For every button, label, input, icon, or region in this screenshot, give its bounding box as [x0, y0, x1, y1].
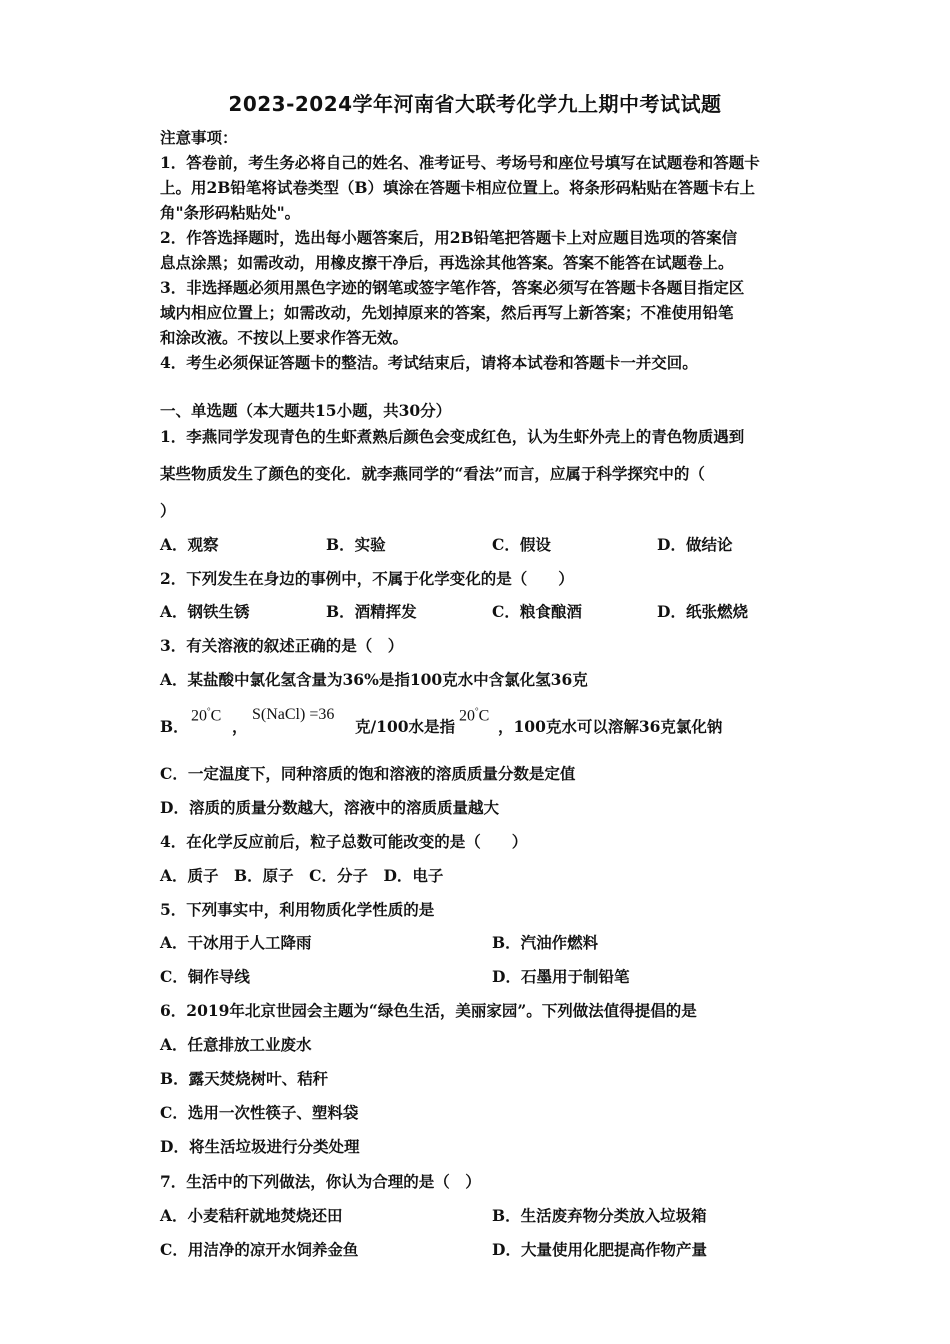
question-2-stem: 2．下列发生在身边的事例中，不属于化学变化的是（ ）	[160, 569, 574, 588]
option-b-comma: ，	[232, 717, 248, 736]
notice-heading: 注意事项：	[160, 128, 238, 147]
question-5-option-a: A．干冰用于人工降雨	[160, 933, 312, 952]
question-3-option-d: D．溶质的质量分数越大，溶液中的溶质质量越大	[160, 798, 499, 817]
question-2-option-b: B．酒精挥发	[326, 602, 417, 621]
question-1-stem: 某些物质发生了颜色的变化．就李燕同学的“看法”而言，应属于科学探究中的（	[160, 464, 705, 483]
question-6-option-d: D．将生活垃圾进行分类处理	[160, 1137, 360, 1156]
notice-line: 角"条形码粘贴处"。	[160, 203, 301, 222]
notice-line: 息点涂黑；如需改动，用橡皮擦干净后，再选涂其他答案。答案不能答在试题卷上。	[160, 253, 734, 272]
question-2-option-a: A．钢铁生锈	[160, 602, 250, 621]
option-b-text-2: ，100克水可以溶解36克氯化钠	[498, 717, 723, 736]
notice-line: 上。用2B铅笔将试卷类型（B）填涂在答题卡相应位置上。将条形码粘贴在答题卡右上	[160, 178, 755, 197]
question-5-option-d: D．石墨用于制铅笔	[492, 967, 630, 986]
notice-line: 域内相应位置上；如需改动，先划掉原来的答案，然后再写上新答案；不准使用铅笔	[160, 303, 734, 322]
notice-line: 和涂改液。不按以上要求作答无效。	[160, 328, 409, 347]
section-heading: 一、单选题（本大题共15小题，共30分）	[160, 401, 452, 420]
question-1-option-d: D．做结论	[657, 535, 733, 554]
option-b-text-1: 克/100水是指	[355, 717, 456, 736]
page-title: 2023-2024学年河南省大联考化学九上期中考试试题	[228, 92, 722, 116]
option-b-label: B．	[160, 717, 189, 736]
notice-line: 3．非选择题必须用黑色字迹的钢笔或签字笔作答，答案必须写在答题卡各题目指定区	[160, 278, 745, 297]
question-3-stem: 3．有关溶液的叙述正确的是（ ）	[160, 636, 404, 655]
question-7-stem: 7．生活中的下列做法，你认为合理的是（ ）	[160, 1172, 481, 1191]
question-6-stem: 6．2019年北京世园会主题为“绿色生活，美丽家园”。下列做法值得提倡的是	[160, 1001, 697, 1020]
question-3-option-c: C．一定温度下，同种溶质的饱和溶液的溶质质量分数是定值	[160, 764, 576, 783]
question-4-stem: 4．在化学反应前后，粒子总数可能改变的是（ ）	[160, 832, 528, 851]
question-4-options: A．质子 B．原子 C．分子 D．电子	[160, 866, 444, 885]
question-1-option-c: C．假设	[492, 535, 551, 554]
formula-temperature-2: 20°C	[459, 706, 490, 725]
question-1-option-b: B．实验	[326, 535, 386, 554]
question-1-stem: 1．李燕同学发现青色的生虾煮熟后颜色会变成红色，认为生虾外壳上的青色物质遇到	[160, 427, 745, 446]
question-2-option-d: D．纸张燃烧	[657, 602, 748, 621]
question-7-option-a: A．小麦秸秆就地焚烧还田	[160, 1206, 343, 1225]
question-5-option-c: C．铜作导线	[160, 967, 250, 986]
question-6-option-a: A．任意排放工业废水	[160, 1035, 312, 1054]
formula-solubility: S(NaCl) =36	[252, 706, 335, 723]
question-7-option-b: B．生活废弃物分类放入垃圾箱	[492, 1206, 707, 1225]
question-3-option-a: A．某盐酸中氯化氢含量为36%是指100克水中含氯化氢36克	[160, 670, 588, 689]
notice-line: 1．答卷前，考生务必将自己的姓名、准考证号、考场号和座位号填写在试题卷和答题卡	[160, 153, 760, 172]
question-2-option-c: C．粮食酿酒	[492, 602, 582, 621]
question-7-option-d: D．大量使用化肥提高作物产量	[492, 1240, 707, 1259]
question-7-option-c: C．用洁净的凉开水饲养金鱼	[160, 1240, 359, 1259]
notice-line: 4．考生必须保证答题卡的整洁。考试结束后，请将本试卷和答题卡一并交回。	[160, 353, 698, 372]
question-5-stem: 5．下列事实中，利用物质化学性质的是	[160, 900, 435, 919]
formula-temperature-1: 20°C	[191, 706, 222, 725]
question-6-option-b: B．露天焚烧树叶、秸秆	[160, 1069, 329, 1088]
question-5-option-b: B．汽油作燃料	[492, 933, 599, 952]
notice-line: 2．作答选择题时，选出每小题答案后，用2B铅笔把答题卡上对应题目选项的答案信	[160, 228, 738, 247]
question-1-stem: ）	[160, 501, 176, 520]
question-6-option-c: C．选用一次性筷子、塑料袋	[160, 1103, 359, 1122]
question-1-option-a: A．观察	[160, 535, 219, 554]
